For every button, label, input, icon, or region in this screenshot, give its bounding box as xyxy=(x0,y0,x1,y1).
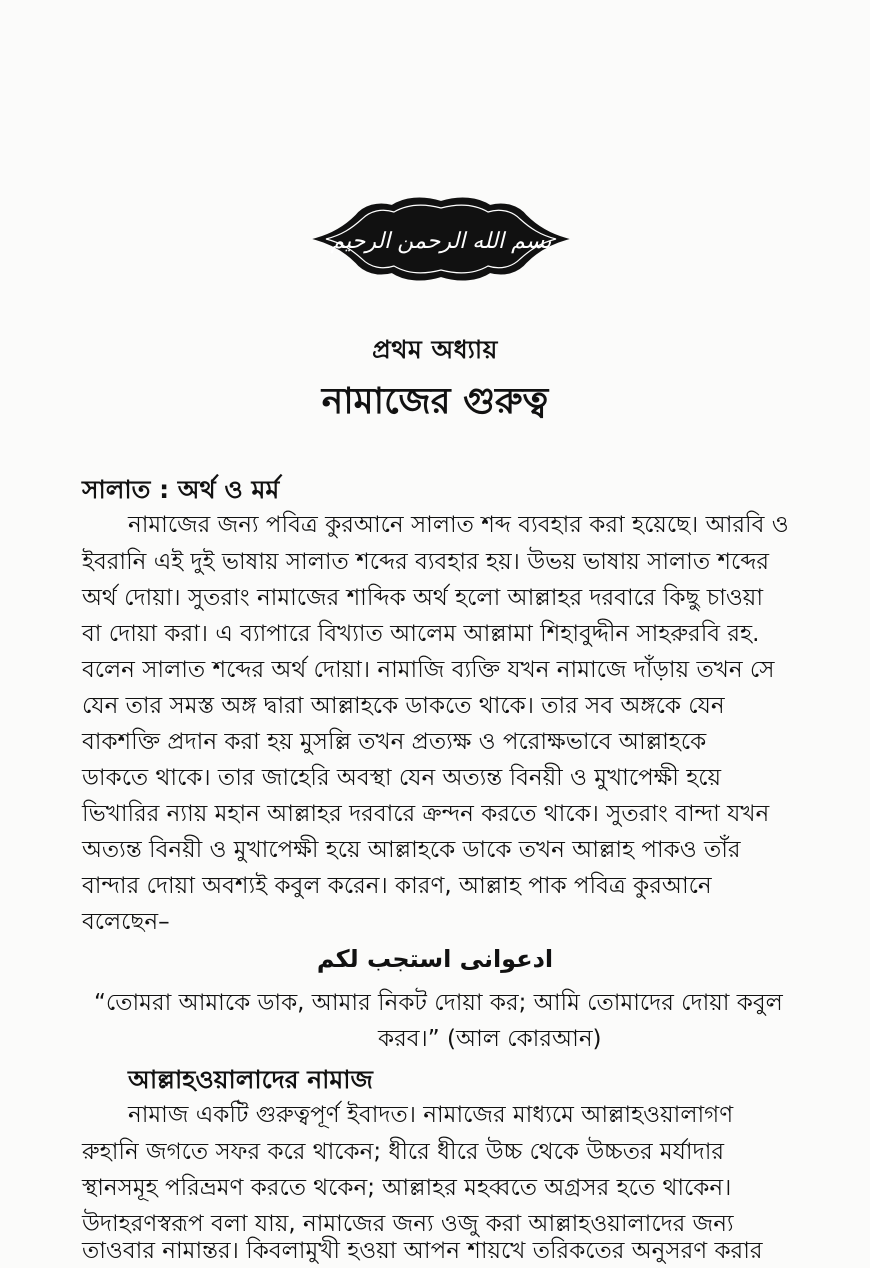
paragraph-line: ডাকতে থাকে। তার জাহেরি অবস্থা যেন অত্যন্ত বিনয়ী ও মুখাপেক্ষী হয়ে xyxy=(82,765,722,791)
paragraph-line: বা দোয়া করা। এ ব্যাপারে বিখ্যাত আলেম আল্লামা শিহাবুদ্দীন সাহরুরবি রহ. xyxy=(82,621,760,647)
arabic-verse: ادعوانى استجب لكم xyxy=(316,945,554,973)
quote-line: করব।” (আল কোরআন) xyxy=(378,1026,602,1052)
paragraph-line: নামাজ একটি গুরুত্বপূর্ণ ইবাদত। নামাজের মাধ্যমে আল্লাহওয়ালাগণ xyxy=(128,1102,734,1128)
paragraph-line: তাওবার নামান্তর। কিবলামুখী হওয়া আপন শায়খে তরিকতের অনুসরণ করার xyxy=(82,1238,763,1264)
paragraph-line: উদাহরণস্বরূপ বলা যায়, নামাজের জন্য ওজু করা আল্লাহওয়ালাদের জন্য xyxy=(82,1211,734,1237)
chapter-title: নামাজের গুরুত্ব xyxy=(321,381,549,422)
paragraph-line: ভিখারির ন্যায় মহান আল্লাহর দরবারে ক্রন্দন করতে থাকে। সুতরাং বান্দা যখন xyxy=(82,801,770,827)
paragraph-line: বলেন সালাত শব্দের অর্থ দোয়া। নামাজি ব্যক্তি যখন নামাজে দাঁড়ায় তখন সে xyxy=(82,657,775,683)
section-heading-allahwala: আল্লাহওয়ালাদের নামাজ xyxy=(128,1065,373,1094)
paragraph-line: যেন তার সমস্ত অঙ্গ দ্বারা আল্লাহকে ডাকতে থাকে। তার সব অঙ্গকে যেন xyxy=(82,693,725,719)
paragraph-line: বান্দার দোয়া অবশ্যই কবুল করেন। কারণ, আল্লাহ পাক পবিত্র কুরআনে xyxy=(82,873,712,899)
paragraph-line: নামাজের জন্য পবিত্র কুরআনে সালাত শব্দ ব্যবহার করা হয়েছে। আরবি ও xyxy=(128,512,789,538)
bismillah-ornament xyxy=(312,196,570,282)
quote-line: “তোমরা আমাকে ডাক, আমার নিকট দোয়া কর; আমি তোমাদের দোয়া কবুল xyxy=(94,990,783,1016)
paragraph-line: বলেছেন– xyxy=(82,909,170,935)
bismillah-calligraphy: بسم الله الرحمن الرحيم xyxy=(330,229,552,254)
paragraph-line: অত্যন্ত বিনয়ী ও মুখাপেক্ষী হয়ে আল্লাহকে ডাকে তখন আল্লাহ পাকও তাঁর xyxy=(82,837,741,863)
paragraph-line: স্থানসমূহ পরিভ্রমণ করতে থকেন; আল্লাহর মহব্বতে অগ্রসর হতে থাকেন। xyxy=(82,1175,732,1201)
paragraph-line: রুহানি জগতে সফর করে থাকেন; ধীরে ধীরে উচ্চ থেকে উচ্চতর মর্যাদার xyxy=(82,1139,725,1165)
paragraph-line: বাকশক্তি প্রদান করা হয় মুসল্লি তখন প্রত্যক্ষ ও পরোক্ষভাবে আল্লাহকে xyxy=(82,729,707,755)
section-heading-salat: সালাত : অর্থ ও মর্ম xyxy=(82,475,280,504)
paragraph-line: ইবরানি এই দুই ভাষায় সালাত শব্দের ব্যবহার হয়। উভয় ভাষায় সালাত শব্দের xyxy=(82,549,770,575)
paragraph-line: অর্থ দোয়া। সুতরাং নামাজের শাব্দিক অর্থ হলো আল্লাহর দরবারে কিছু চাওয়া xyxy=(82,585,764,611)
chapter-number: প্রথম অধ্যায় xyxy=(372,335,498,364)
